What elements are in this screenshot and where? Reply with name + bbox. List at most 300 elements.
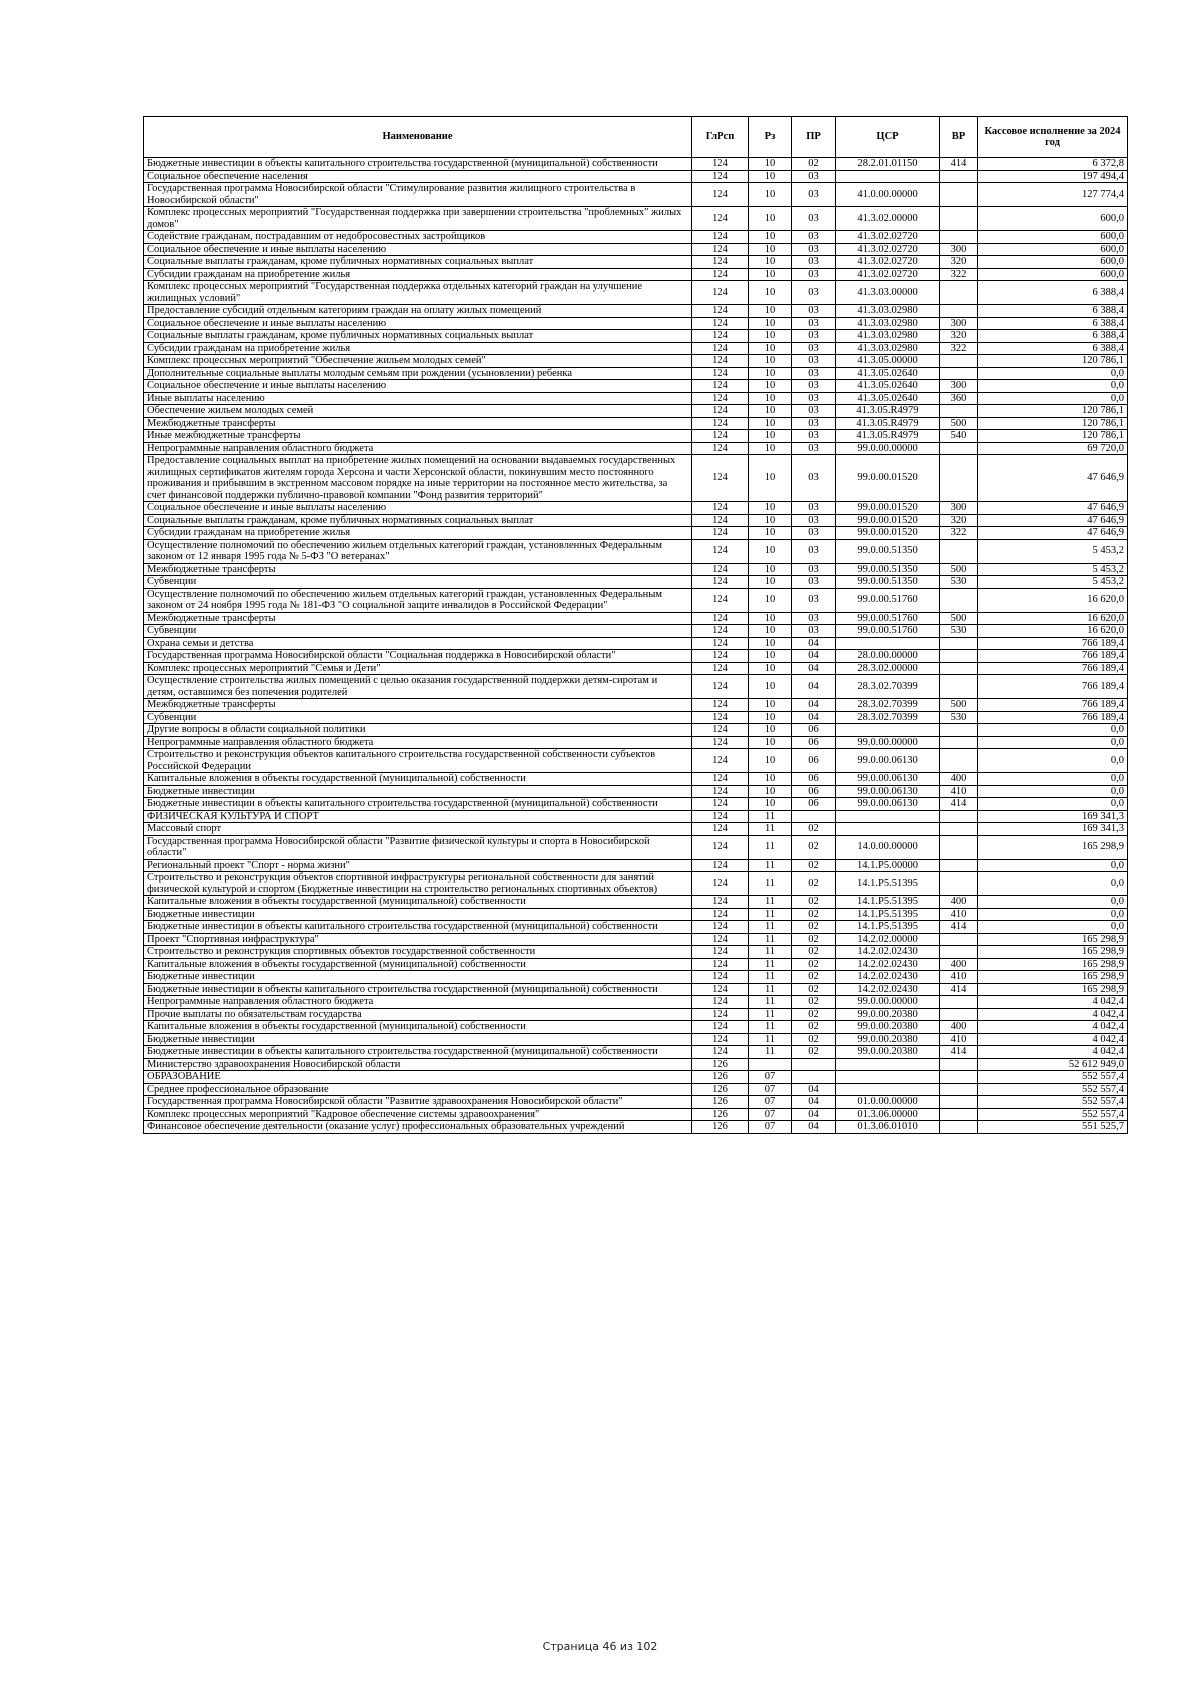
cell-glrsp: 124 [692, 380, 749, 393]
cell-rz: 10 [749, 539, 792, 563]
cell-pr: 03 [792, 539, 836, 563]
table-row [144, 1046, 1128, 1059]
cell-name: Субсидии гражданам на приобретение жилья [144, 527, 692, 540]
cell-csr: 99.0.00.06130 [836, 749, 940, 773]
cell-rz: 10 [749, 724, 792, 737]
cell-name: Межбюджетные трансферты [144, 699, 692, 712]
cell-csr: 14.1.P5.51395 [836, 896, 940, 909]
cell-rz: 11 [749, 971, 792, 984]
cell-rz: 11 [749, 1046, 792, 1059]
cell-name: ОБРАЗОВАНИЕ [144, 1071, 692, 1084]
cell-name: Межбюджетные трансферты [144, 612, 692, 625]
cell-rz: 10 [749, 527, 792, 540]
cell-name: Бюджетные инвестиции [144, 908, 692, 921]
cell-pr: 03 [792, 268, 836, 281]
cell-rz: 10 [749, 256, 792, 269]
cell-csr: 41.3.05.02640 [836, 392, 940, 405]
table-row [144, 1108, 1128, 1121]
cell-vr [940, 872, 978, 896]
cell-pr: 03 [792, 183, 836, 207]
table-row [144, 1058, 1128, 1071]
cell-name: Государственная программа Новосибирской области "Социальная поддержка в Новосибирской области" [144, 650, 692, 663]
table-row [144, 896, 1128, 909]
table-row [144, 946, 1128, 959]
cell-name: Бюджетные инвестиции в объекты капитального строительства государственной (муниципальной) собственности [144, 983, 692, 996]
cell-pr: 04 [792, 662, 836, 675]
cell-name: Региональный проект "Спорт - норма жизни" [144, 859, 692, 872]
cell-vr [940, 835, 978, 859]
cell-rz: 10 [749, 612, 792, 625]
cell-vr: 322 [940, 342, 978, 355]
cell-glrsp: 124 [692, 563, 749, 576]
cell-csr: 14.2.02.02430 [836, 983, 940, 996]
cell-glrsp: 124 [692, 514, 749, 527]
cell-csr: 14.2.02.02430 [836, 958, 940, 971]
cell-pr: 04 [792, 699, 836, 712]
cell-vr [940, 183, 978, 207]
cell-glrsp: 124 [692, 983, 749, 996]
cell-name: Межбюджетные трансферты [144, 563, 692, 576]
cell-amount: 600,0 [978, 256, 1128, 269]
cell-amount: 165 298,9 [978, 983, 1128, 996]
cell-pr: 02 [792, 908, 836, 921]
cell-name: Строительство и реконструкция объектов спортивной инфраструктуры региональной собственности для занятий физической культурой и спортом (Бюджетные инвестиции на строительство региональных спортивных объектов) [144, 872, 692, 896]
cell-amount: 766 189,4 [978, 699, 1128, 712]
cell-pr: 02 [792, 933, 836, 946]
cell-csr: 14.1.P5.51395 [836, 872, 940, 896]
cell-amount: 16 620,0 [978, 625, 1128, 638]
cell-vr: 320 [940, 330, 978, 343]
cell-glrsp: 124 [692, 183, 749, 207]
cell-amount: 766 189,4 [978, 650, 1128, 663]
budget-table-container [143, 116, 1127, 1134]
cell-pr: 03 [792, 563, 836, 576]
table-row [144, 380, 1128, 393]
cell-glrsp: 124 [692, 971, 749, 984]
cell-pr: 02 [792, 872, 836, 896]
cell-vr: 410 [940, 785, 978, 798]
cell-name: Социальные выплаты гражданам, кроме публичных нормативных социальных выплат [144, 330, 692, 343]
cell-csr: 28.0.00.00000 [836, 650, 940, 663]
cell-pr: 04 [792, 650, 836, 663]
cell-vr: 400 [940, 896, 978, 909]
cell-pr [792, 1071, 836, 1084]
cell-amount: 165 298,9 [978, 835, 1128, 859]
cell-csr: 41.3.05.02640 [836, 367, 940, 380]
cell-rz: 07 [749, 1071, 792, 1084]
header-csr: ЦСР [836, 117, 940, 158]
cell-pr: 03 [792, 455, 836, 502]
cell-pr: 04 [792, 1108, 836, 1121]
cell-name: Финансовое обеспечение деятельности (оказание услуг) профессиональных образовательных учреждений [144, 1121, 692, 1134]
cell-glrsp: 124 [692, 859, 749, 872]
cell-pr [792, 810, 836, 823]
cell-pr: 03 [792, 342, 836, 355]
cell-name: Субвенции [144, 711, 692, 724]
cell-pr: 02 [792, 835, 836, 859]
cell-rz: 10 [749, 183, 792, 207]
cell-amount: 0,0 [978, 872, 1128, 896]
cell-glrsp: 124 [692, 996, 749, 1009]
cell-vr [940, 455, 978, 502]
cell-name: Дополнительные социальные выплаты молодым семьям при рождении (усыновлении) ребенка [144, 367, 692, 380]
cell-rz: 11 [749, 1021, 792, 1034]
table-row [144, 736, 1128, 749]
table-row [144, 527, 1128, 540]
cell-pr: 03 [792, 405, 836, 418]
cell-amount: 169 341,3 [978, 823, 1128, 836]
cell-rz: 10 [749, 662, 792, 675]
cell-rz: 11 [749, 896, 792, 909]
cell-pr: 02 [792, 823, 836, 836]
cell-vr [940, 996, 978, 1009]
cell-pr: 03 [792, 442, 836, 455]
cell-csr: 14.2.02.00000 [836, 933, 940, 946]
cell-rz: 10 [749, 355, 792, 368]
cell-csr: 14.2.02.02430 [836, 971, 940, 984]
cell-glrsp: 124 [692, 355, 749, 368]
table-row [144, 983, 1128, 996]
cell-glrsp: 124 [692, 625, 749, 638]
cell-glrsp: 124 [692, 1046, 749, 1059]
cell-vr [940, 539, 978, 563]
cell-csr [836, 1071, 940, 1084]
cell-csr: 99.0.00.51350 [836, 563, 940, 576]
cell-glrsp: 124 [692, 170, 749, 183]
table-row [144, 1071, 1128, 1084]
cell-csr: 41.3.03.02980 [836, 330, 940, 343]
cell-glrsp: 124 [692, 896, 749, 909]
cell-pr: 03 [792, 231, 836, 244]
table-row [144, 823, 1128, 836]
cell-csr [836, 170, 940, 183]
cell-rz: 10 [749, 625, 792, 638]
table-row [144, 1121, 1128, 1134]
table-row [144, 539, 1128, 563]
table-row [144, 798, 1128, 811]
cell-csr: 41.3.05.00000 [836, 355, 940, 368]
cell-glrsp: 124 [692, 675, 749, 699]
cell-name: Бюджетные инвестиции в объекты капитального строительства государственной (муниципальной) собственности [144, 798, 692, 811]
cell-amount: 165 298,9 [978, 946, 1128, 959]
cell-amount: 0,0 [978, 921, 1128, 934]
cell-pr: 03 [792, 330, 836, 343]
cell-glrsp: 124 [692, 612, 749, 625]
cell-vr [940, 231, 978, 244]
cell-name: Предоставление субсидий отдельным категориям граждан на оплату жилых помещений [144, 305, 692, 318]
cell-rz: 10 [749, 749, 792, 773]
cell-vr [940, 1096, 978, 1109]
cell-vr [940, 650, 978, 663]
cell-amount: 52 612 949,0 [978, 1058, 1128, 1071]
cell-glrsp: 126 [692, 1058, 749, 1071]
cell-csr [836, 724, 940, 737]
table-row [144, 1021, 1128, 1034]
cell-amount: 0,0 [978, 785, 1128, 798]
cell-pr: 02 [792, 921, 836, 934]
cell-name: Иные межбюджетные трансферты [144, 430, 692, 443]
cell-rz: 11 [749, 872, 792, 896]
cell-vr [940, 675, 978, 699]
cell-amount: 600,0 [978, 231, 1128, 244]
cell-glrsp: 124 [692, 342, 749, 355]
cell-vr [940, 933, 978, 946]
cell-csr: 41.3.05.R4979 [836, 417, 940, 430]
cell-pr: 04 [792, 675, 836, 699]
cell-glrsp: 124 [692, 576, 749, 589]
cell-amount: 552 557,4 [978, 1096, 1128, 1109]
cell-rz: 10 [749, 330, 792, 343]
cell-rz: 10 [749, 563, 792, 576]
cell-rz: 11 [749, 823, 792, 836]
cell-pr: 03 [792, 612, 836, 625]
cell-rz: 10 [749, 380, 792, 393]
cell-name: Капитальные вложения в объекты государственной (муниципальной) собственности [144, 958, 692, 971]
cell-csr: 99.0.00.00000 [836, 736, 940, 749]
cell-vr: 500 [940, 417, 978, 430]
cell-rz: 11 [749, 859, 792, 872]
cell-pr: 02 [792, 158, 836, 171]
cell-pr: 06 [792, 773, 836, 786]
cell-pr: 03 [792, 417, 836, 430]
cell-glrsp: 124 [692, 798, 749, 811]
cell-csr: 41.3.02.00000 [836, 207, 940, 231]
cell-name: Среднее профессиональное образование [144, 1083, 692, 1096]
budget-execution-table [143, 116, 1128, 1134]
cell-glrsp: 124 [692, 736, 749, 749]
cell-glrsp: 124 [692, 207, 749, 231]
cell-glrsp: 124 [692, 256, 749, 269]
cell-rz: 10 [749, 699, 792, 712]
cell-vr: 300 [940, 317, 978, 330]
cell-csr: 99.0.00.51760 [836, 612, 940, 625]
cell-glrsp: 124 [692, 724, 749, 737]
cell-amount: 552 557,4 [978, 1108, 1128, 1121]
cell-rz: 10 [749, 207, 792, 231]
cell-amount: 6 372,8 [978, 158, 1128, 171]
cell-glrsp: 124 [692, 231, 749, 244]
cell-amount: 0,0 [978, 380, 1128, 393]
cell-csr: 41.3.02.02720 [836, 268, 940, 281]
cell-amount: 5 453,2 [978, 576, 1128, 589]
cell-vr: 410 [940, 1033, 978, 1046]
header-rz: Рз [749, 117, 792, 158]
table-row [144, 1096, 1128, 1109]
cell-name: Социальное обеспечение и иные выплаты населению [144, 502, 692, 515]
cell-glrsp: 126 [692, 1108, 749, 1121]
cell-csr [836, 1058, 940, 1071]
table-header [144, 117, 1128, 158]
table-row [144, 958, 1128, 971]
cell-glrsp: 126 [692, 1096, 749, 1109]
cell-csr: 99.0.00.00000 [836, 442, 940, 455]
cell-rz: 11 [749, 1008, 792, 1021]
cell-vr [940, 637, 978, 650]
cell-vr [940, 405, 978, 418]
cell-name: Субсидии гражданам на приобретение жилья [144, 268, 692, 281]
table-row [144, 268, 1128, 281]
cell-glrsp: 124 [692, 317, 749, 330]
table-row [144, 455, 1128, 502]
cell-name: Прочие выплаты по обязательствам государства [144, 1008, 692, 1021]
cell-csr: 99.0.00.20380 [836, 1046, 940, 1059]
table-row [144, 355, 1128, 368]
cell-pr: 02 [792, 896, 836, 909]
cell-csr: 99.0.00.51760 [836, 588, 940, 612]
cell-vr: 530 [940, 711, 978, 724]
cell-csr: 99.0.00.01520 [836, 502, 940, 515]
cell-rz: 11 [749, 958, 792, 971]
cell-pr: 06 [792, 724, 836, 737]
cell-amount: 127 774,4 [978, 183, 1128, 207]
table-row [144, 367, 1128, 380]
table-row [144, 170, 1128, 183]
cell-amount: 4 042,4 [978, 1033, 1128, 1046]
cell-name: Капитальные вложения в объекты государственной (муниципальной) собственности [144, 896, 692, 909]
cell-vr [940, 281, 978, 305]
cell-vr: 410 [940, 971, 978, 984]
cell-pr: 03 [792, 380, 836, 393]
cell-csr: 14.1.P5.51395 [836, 921, 940, 934]
cell-rz: 07 [749, 1083, 792, 1096]
cell-glrsp: 124 [692, 933, 749, 946]
cell-amount: 169 341,3 [978, 810, 1128, 823]
cell-csr: 41.3.03.02980 [836, 317, 940, 330]
cell-pr: 03 [792, 367, 836, 380]
cell-rz: 11 [749, 835, 792, 859]
cell-vr [940, 1121, 978, 1134]
table-row [144, 773, 1128, 786]
cell-rz: 10 [749, 502, 792, 515]
cell-amount: 165 298,9 [978, 958, 1128, 971]
table-row [144, 711, 1128, 724]
cell-amount: 4 042,4 [978, 1046, 1128, 1059]
cell-name: Социальное обеспечение и иные выплаты населению [144, 380, 692, 393]
cell-amount: 766 189,4 [978, 711, 1128, 724]
cell-name: Бюджетные инвестиции [144, 1033, 692, 1046]
table-row [144, 971, 1128, 984]
cell-glrsp: 124 [692, 539, 749, 563]
cell-pr: 06 [792, 785, 836, 798]
cell-csr: 28.2.01.01150 [836, 158, 940, 171]
cell-amount: 600,0 [978, 207, 1128, 231]
cell-amount: 0,0 [978, 736, 1128, 749]
cell-csr: 14.1.P5.00000 [836, 859, 940, 872]
cell-rz: 11 [749, 946, 792, 959]
cell-amount: 47 646,9 [978, 527, 1128, 540]
cell-rz: 10 [749, 243, 792, 256]
table-row [144, 785, 1128, 798]
cell-vr: 414 [940, 983, 978, 996]
cell-rz: 10 [749, 158, 792, 171]
table-row [144, 1033, 1128, 1046]
header-vr: ВР [940, 117, 978, 158]
table-row [144, 650, 1128, 663]
cell-rz: 10 [749, 798, 792, 811]
page-number: Страница 46 из 102 [542, 1640, 658, 1653]
cell-amount: 0,0 [978, 749, 1128, 773]
cell-glrsp: 124 [692, 430, 749, 443]
cell-name: Обеспечение жильем молодых семей [144, 405, 692, 418]
table-row [144, 625, 1128, 638]
cell-csr: 99.0.00.20380 [836, 1033, 940, 1046]
cell-csr: 28.3.02.70399 [836, 711, 940, 724]
cell-rz: 10 [749, 736, 792, 749]
cell-glrsp: 124 [692, 502, 749, 515]
cell-csr: 99.0.00.00000 [836, 996, 940, 1009]
cell-name: Бюджетные инвестиции в объекты капитального строительства государственной (муниципальной) собственности [144, 158, 692, 171]
cell-pr: 03 [792, 430, 836, 443]
cell-name: Государственная программа Новосибирской области "Развитие здравоохранения Новосибирской области" [144, 1096, 692, 1109]
cell-glrsp: 124 [692, 268, 749, 281]
cell-csr: 41.3.03.02980 [836, 305, 940, 318]
cell-rz: 10 [749, 442, 792, 455]
cell-vr: 400 [940, 773, 978, 786]
cell-name: Бюджетные инвестиции [144, 785, 692, 798]
cell-csr: 41.3.02.02720 [836, 231, 940, 244]
cell-amount: 0,0 [978, 798, 1128, 811]
table-row [144, 502, 1128, 515]
table-row [144, 417, 1128, 430]
cell-glrsp: 124 [692, 442, 749, 455]
cell-pr: 03 [792, 355, 836, 368]
cell-rz: 07 [749, 1096, 792, 1109]
table-row [144, 514, 1128, 527]
cell-csr: 28.3.02.70399 [836, 675, 940, 699]
table-row [144, 699, 1128, 712]
cell-glrsp: 124 [692, 405, 749, 418]
cell-glrsp: 124 [692, 1033, 749, 1046]
cell-amount: 0,0 [978, 859, 1128, 872]
table-row [144, 724, 1128, 737]
cell-amount: 6 388,4 [978, 330, 1128, 343]
cell-amount: 766 189,4 [978, 675, 1128, 699]
cell-amount: 766 189,4 [978, 637, 1128, 650]
cell-glrsp: 124 [692, 835, 749, 859]
cell-csr [836, 810, 940, 823]
cell-name: Осуществление строительства жилых помещений с целью оказания государственной поддержки детям-сиротам и детям, оставшимся без попечения родителей [144, 675, 692, 699]
cell-rz: 07 [749, 1121, 792, 1134]
cell-amount: 0,0 [978, 724, 1128, 737]
cell-vr [940, 946, 978, 959]
cell-csr: 99.0.00.51350 [836, 576, 940, 589]
cell-pr: 03 [792, 527, 836, 540]
cell-glrsp: 124 [692, 1021, 749, 1034]
cell-amount: 766 189,4 [978, 662, 1128, 675]
cell-name: Бюджетные инвестиции [144, 971, 692, 984]
cell-vr [940, 859, 978, 872]
table-row [144, 317, 1128, 330]
cell-csr: 14.0.00.00000 [836, 835, 940, 859]
cell-amount: 16 620,0 [978, 588, 1128, 612]
cell-pr: 03 [792, 502, 836, 515]
cell-pr: 02 [792, 1033, 836, 1046]
cell-pr: 04 [792, 1121, 836, 1134]
cell-glrsp: 124 [692, 588, 749, 612]
cell-pr: 03 [792, 576, 836, 589]
cell-pr: 03 [792, 392, 836, 405]
cell-vr [940, 207, 978, 231]
cell-amount: 47 646,9 [978, 455, 1128, 502]
cell-csr: 14.1.P5.51395 [836, 908, 940, 921]
cell-vr: 300 [940, 380, 978, 393]
cell-amount: 0,0 [978, 392, 1128, 405]
cell-name: Социальные выплаты гражданам, кроме публичных нормативных социальных выплат [144, 514, 692, 527]
cell-pr: 02 [792, 958, 836, 971]
cell-pr: 02 [792, 1008, 836, 1021]
cell-amount: 120 786,1 [978, 430, 1128, 443]
table-row [144, 281, 1128, 305]
